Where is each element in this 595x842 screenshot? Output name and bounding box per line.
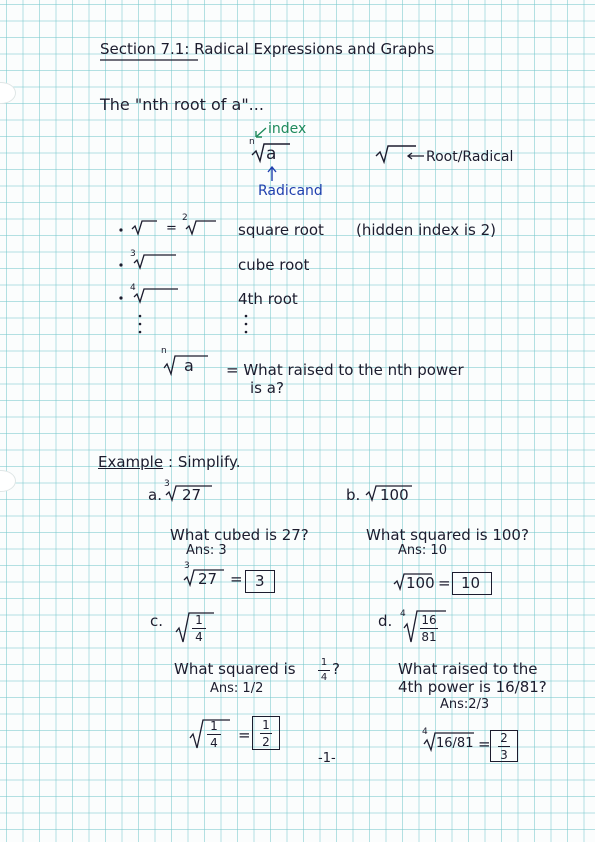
- diagram-n: n: [249, 137, 255, 147]
- example-d-num: 16: [421, 613, 437, 627]
- example-c-answer: Ans: 1/2: [210, 681, 264, 696]
- cube-root-label: cube root: [238, 256, 310, 274]
- fourth-index: 4: [130, 283, 136, 293]
- example-c-question-fraction: 1 4: [318, 658, 330, 683]
- example-d-den: 81: [421, 630, 437, 645]
- example-c-result: 1 2: [260, 719, 272, 748]
- example-d-result: 2 3: [498, 732, 510, 761]
- diagram-a: a: [266, 144, 277, 164]
- example-a-result-index: 3: [184, 561, 190, 571]
- example-a-radicand: 27: [182, 486, 202, 504]
- example-b-label: b.: [346, 486, 361, 504]
- section-heading: Section 7.1: Radical Expressions and Graphs: [100, 40, 435, 58]
- definition-a: a: [184, 356, 194, 375]
- example-b-radicand: 100: [380, 486, 409, 504]
- example-d-label: d.: [378, 612, 393, 630]
- example-instruction: : Simplify.: [168, 453, 241, 471]
- example-c-question-end: ?: [332, 660, 340, 678]
- example-d-fraction: [420, 614, 438, 643]
- example-c-label: c.: [150, 612, 164, 630]
- intro-text: The "nth root of a"...: [100, 95, 264, 114]
- definition-line2: is a?: [250, 379, 284, 397]
- example-title: Example: [98, 453, 164, 471]
- cube-index: 3: [130, 249, 136, 259]
- example-c-equals: =: [238, 726, 251, 744]
- example-a-label: a.: [148, 486, 162, 504]
- example-d-result-box: [490, 730, 518, 762]
- example-b-result-radicand: 100: [406, 574, 435, 592]
- example-c-result-box: [252, 716, 280, 750]
- fourth-root-label: 4th root: [238, 290, 298, 308]
- hidden-index-note: (hidden index is 2): [356, 221, 497, 239]
- example-a-index: 3: [164, 479, 170, 489]
- example-a-result: 3: [255, 572, 265, 590]
- example-d-result-radicand: 16/81: [436, 736, 474, 751]
- example-d-answer: Ans:2/3: [440, 697, 490, 712]
- square-index: 2: [182, 213, 188, 223]
- definition-line1: = What raised to the nth power: [226, 361, 464, 379]
- example-b-question: What squared is 100?: [366, 526, 529, 544]
- example-a-equals: =: [230, 570, 243, 588]
- example-c-fraction: [192, 614, 206, 643]
- example-d-index: 4: [400, 609, 406, 619]
- example-d-question-2: 4th power is 16/81?: [398, 678, 547, 696]
- page-number: -1-: [318, 751, 336, 766]
- definition-n: n: [161, 346, 167, 356]
- square-root-label: square root: [238, 221, 324, 239]
- example-c-num: 1: [195, 613, 203, 627]
- example-a-result-radicand: 27: [198, 570, 218, 588]
- example-a-question: What cubed is 27?: [170, 526, 309, 544]
- equals-sign: =: [166, 221, 177, 236]
- example-a-result-box: [245, 570, 275, 593]
- index-label: index: [268, 121, 307, 137]
- example-d-result-index: 4: [422, 727, 428, 737]
- radicand-label: Radicand: [258, 183, 323, 199]
- root-label: Root/Radical: [426, 149, 514, 165]
- example-b-result-box: [452, 572, 492, 595]
- example-b-equals: =: [438, 574, 451, 592]
- example-d-question-1: What raised to the: [398, 660, 538, 678]
- example-b-result: 10: [461, 574, 481, 592]
- example-c-den: 4: [195, 630, 203, 645]
- example-c-result-fraction: 1 4: [207, 720, 221, 749]
- example-d-equals: =: [478, 735, 491, 753]
- example-c-question: What squared is: [174, 660, 296, 678]
- example-b-answer: Ans: 10: [398, 543, 447, 558]
- example-a-answer: Ans: 3: [186, 543, 227, 558]
